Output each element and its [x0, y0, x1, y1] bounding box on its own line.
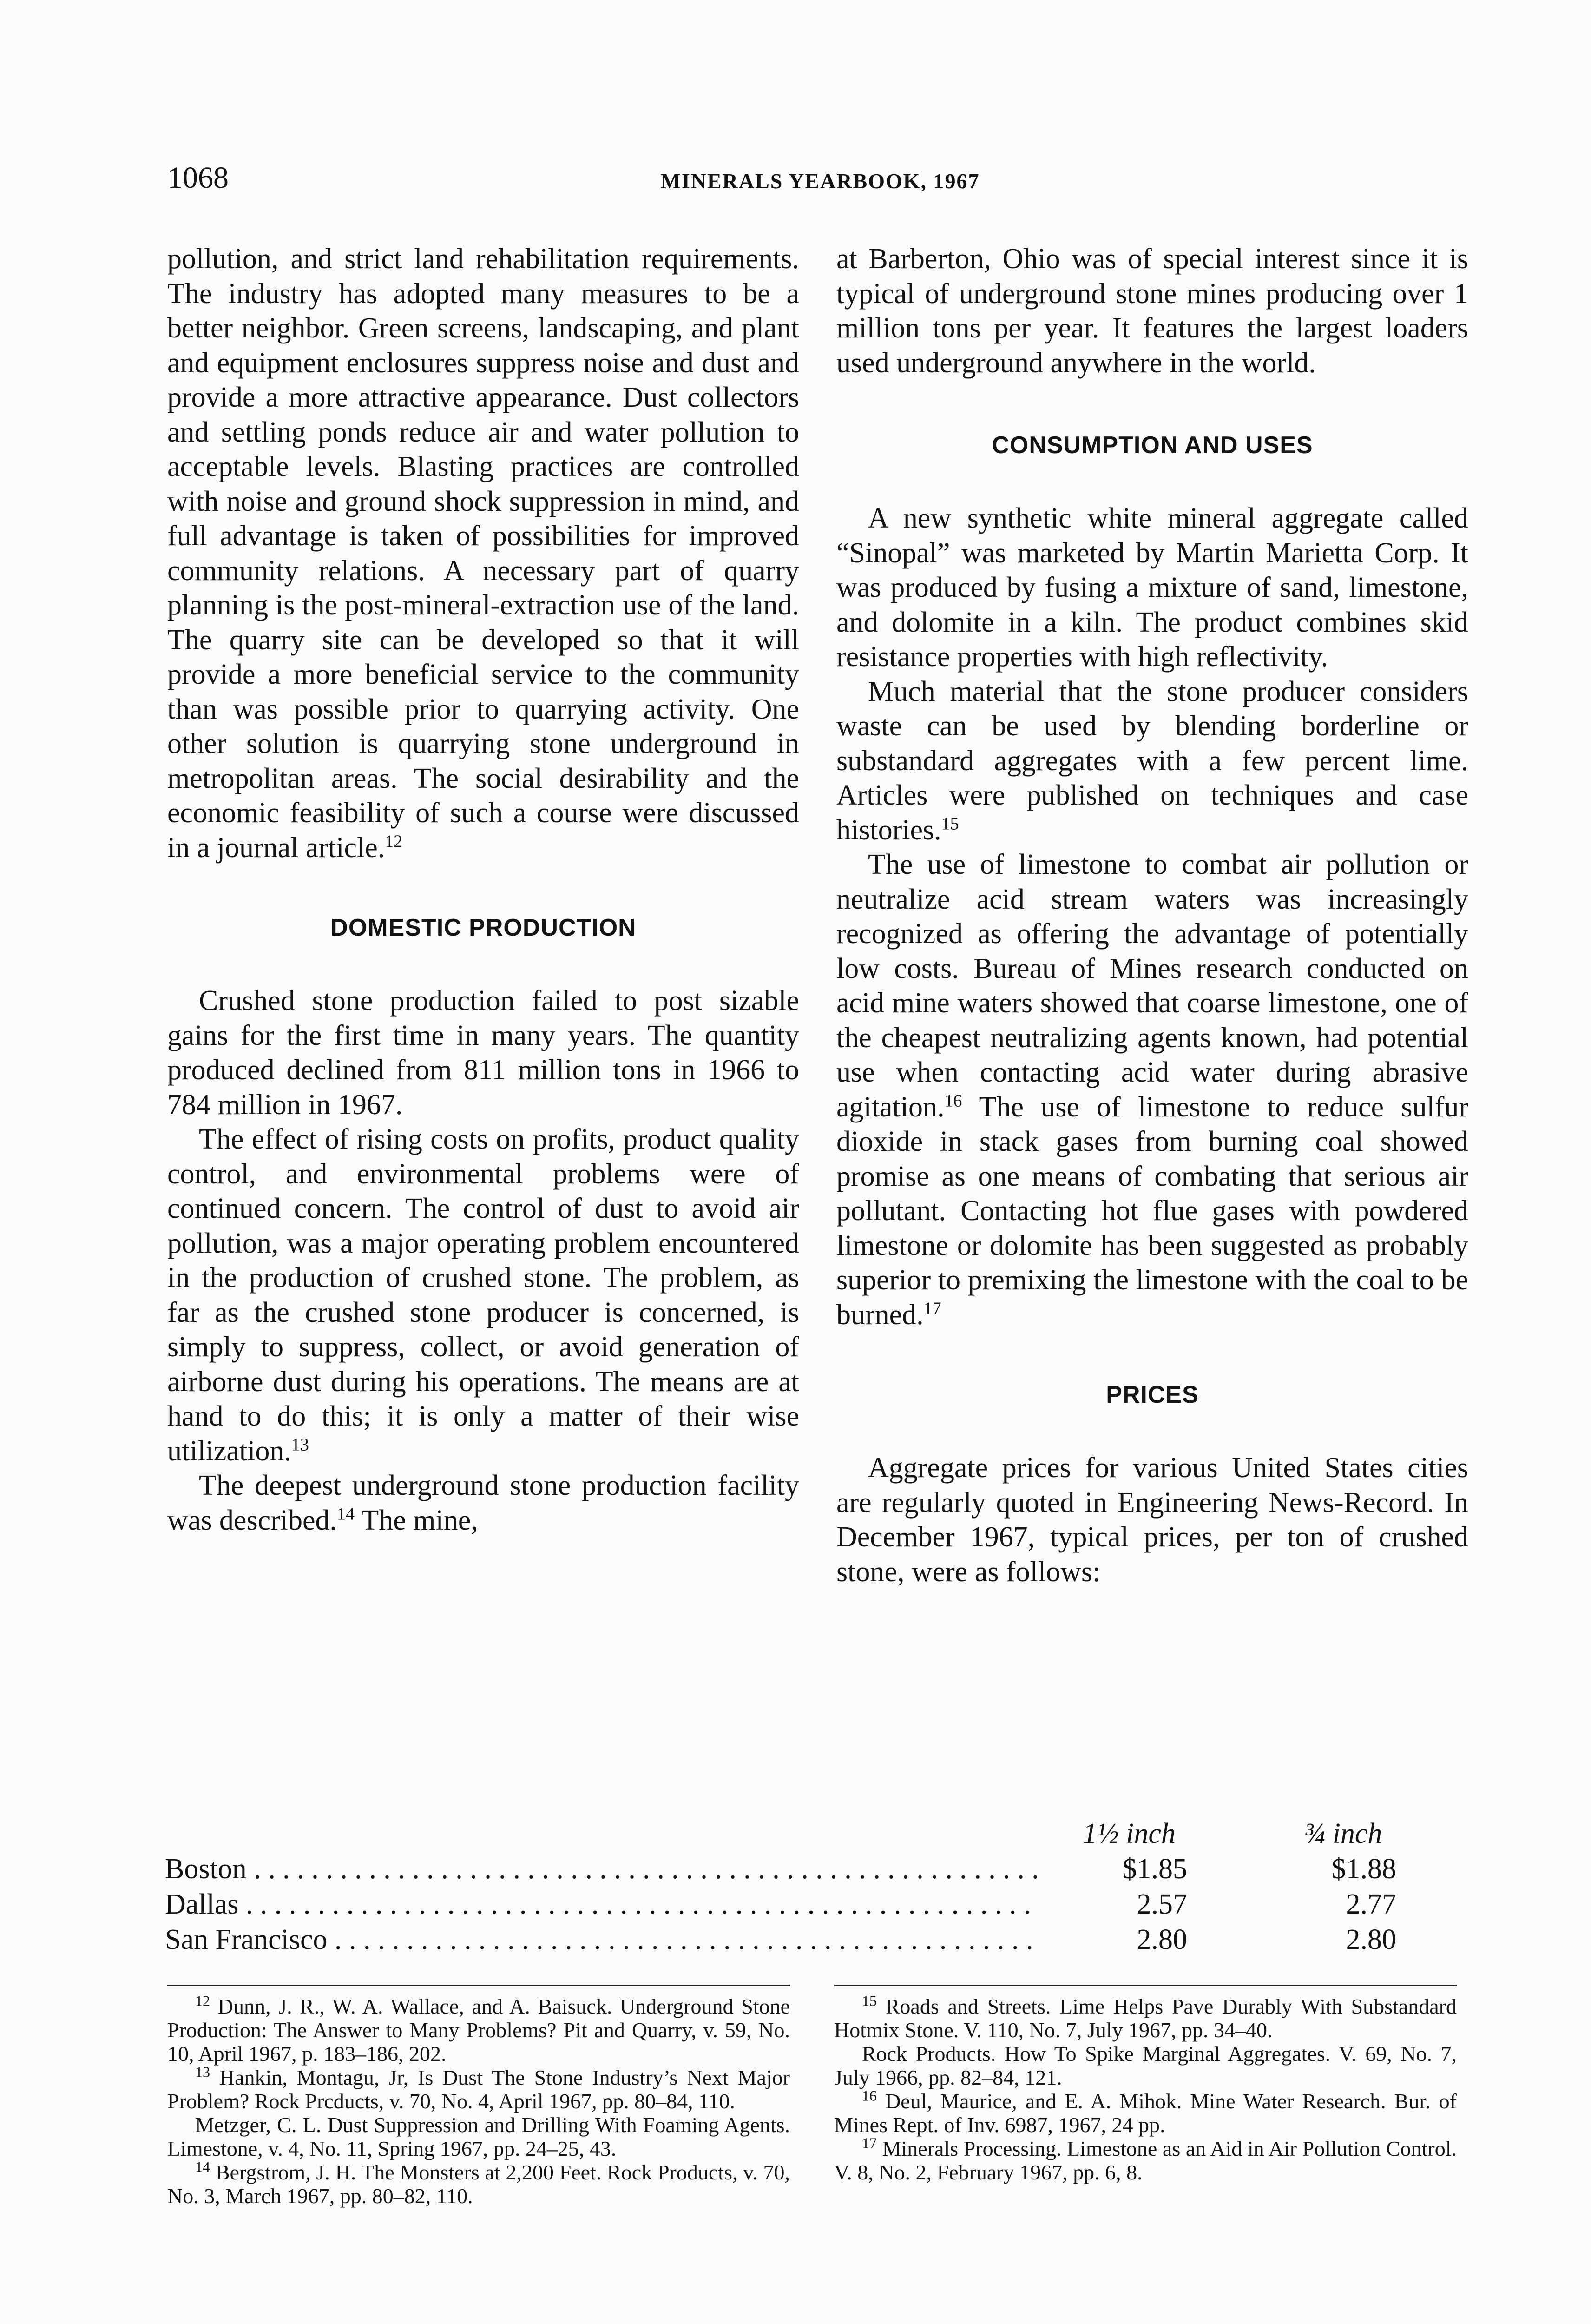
footnote-text: Metzger, C. L. Dust Suppression and Drilling With Foaming Agents. Limestone, v. 4, No. 11, Spring 1967, pp. 24–25, 43. — [167, 2113, 790, 2160]
footnote-text: Hankin, Montagu, Jr, Is Dust The Stone Industry’s Next Major Problem? Rock Prcducts, v. 70, No. 4, April 1967, pp. 80–84, 110. — [167, 2066, 790, 2113]
paragraph-deepest-facility — [167, 1468, 799, 1538]
footnote-ref[interactable]: 12 — [385, 831, 403, 851]
price-3-quarter-inch: 2.77 — [1346, 1888, 1396, 1920]
footnote — [834, 2042, 1457, 2089]
price-1-half-inch: 2.80 — [1137, 1924, 1187, 1955]
footnote — [167, 2063, 790, 2113]
city-name: San Francisco . . . — [165, 1923, 1039, 1956]
price-1-half-inch: $1.85 — [1122, 1853, 1187, 1885]
intro-paragraph — [167, 242, 799, 865]
table-row — [165, 1853, 1429, 1888]
footnote — [834, 2089, 1457, 2137]
footnote-number: 15 — [862, 1992, 877, 2009]
footnote-text: Roads and Streets. Lime Helps Pave Durably With Substandard Hotmix Stone. V. 110, No. 7, July 1967, pp. 34–40. — [834, 1994, 1457, 2042]
footnote — [167, 2113, 790, 2160]
footnote-ref[interactable]: 13 — [291, 1434, 309, 1454]
right-column — [836, 242, 1468, 1589]
column-header-1-half-inch: 1½ inch — [1083, 1818, 1176, 1849]
footnote-ref[interactable]: 15 — [941, 813, 959, 833]
footnote — [167, 2160, 790, 2208]
price-3-quarter-inch: $1.88 — [1331, 1853, 1396, 1885]
intro-text: pollution, and strict land rehabilitation requirements. The industry has adopted many measures to be a better neighbor. Green screens, landscaping, and plant and equipment enclosures suppress noise and dust and provide a more attractive appearance. Dust collectors and settling ponds reduce air and water pollution to acceptable levels. Blasting practices are controlled with noise and ground shock suppression in mind, and full advantage is taken of possibilities for improved community relations. A necessary part of quarry planning is the post-mineral-extraction use of the land. The quarry site can be developed so that it will provide a more beneficial service to the community than was possible prior to quarrying activity. One other solution is quarrying stone underground in metropolitan areas. The social desirability and the economic feasibility of such a course were discussed in a journal article. — [167, 243, 799, 864]
rising-costs-text: The effect of rising costs on profits, product quality control, and environmental problems were of continued concern. The control of dust to avoid air pollution, was a major operating problem encountered in the production of crushed stone. The problem, as far as the crushed stone producer is concerned, is simply to suppress, collect, or avoid generation of airborne dust during his operations. The means are at hand to do this; it is only a matter of their wise utilization. — [167, 1123, 799, 1467]
footnote-ref[interactable]: 14 — [336, 1504, 355, 1524]
footnotes-left — [167, 1985, 790, 2208]
paragraph-limestone-pollution — [836, 847, 1468, 1332]
city-name: Dallas . . . — [165, 1888, 1039, 1921]
footnote-text: Deul, Maurice, and E. A. Mihok. Mine Water Research. Bur. of Mines Rept. of Inv. 6987, 1967, 24 pp. — [834, 2089, 1457, 2137]
page-header — [167, 160, 1473, 207]
footnote-text: Dunn, J. R., W. A. Wallace, and A. Baisuck. Underground Stone Production: The Answer to Many Problems? Pit and Quarry, v. 59, No. 10, April 1967, p. 183–186, 202. — [167, 1994, 790, 2066]
footnote-ref[interactable]: 17 — [923, 1298, 941, 1318]
page-number: 1068 — [167, 161, 229, 195]
paragraph-rising-costs — [167, 1122, 799, 1468]
price-3-quarter-inch: 2.80 — [1346, 1924, 1396, 1955]
footnote — [834, 2134, 1457, 2184]
footnote-number: 16 — [862, 2087, 877, 2104]
footnote-number: 13 — [195, 2063, 210, 2080]
heading-consumption-uses: CONSUMPTION AND USES — [992, 432, 1313, 459]
footnote-ref[interactable]: 16 — [944, 1090, 962, 1110]
price-table-header — [165, 1817, 1429, 1853]
footnote-text: Minerals Processing. Limestone as an Aid in Air Pollution Control. V. 8, No. 2, February 1967, pp. 6, 8. — [834, 2137, 1457, 2184]
table-row — [165, 1888, 1429, 1923]
heading-domestic-production: DOMESTIC PRODUCTION — [330, 914, 636, 941]
column-header-3-quarter-inch: ¾ inch — [1303, 1818, 1382, 1849]
paragraph-prices: Aggregate prices for various United States cities are regularly quoted in Engineering News-Record. In December 1967, typical prices, per ton of crushed stone, were as follows: — [836, 1452, 1468, 1588]
footnote-number: 17 — [862, 2134, 877, 2152]
footnotes-right — [834, 1985, 1457, 2184]
footnote-number: 14 — [195, 2158, 210, 2175]
paragraph-waste-material — [836, 674, 1468, 848]
footnote-text: Bergstrom, J. H. The Monsters at 2,200 Feet. Rock Products, v. 70, No. 3, March 1967, pp. 80–82, 110. — [167, 2160, 790, 2208]
footnote — [167, 1994, 790, 2066]
limestone-text-b: The use of limestone to reduce sulfur dioxide in stack gases from burning coal showed promise as one means of combating that serious air pollutant. Contacting hot flue gases with powdered limestone or dolomite has been suggested as probably superior to premixing the limestone with the coal to be burned. — [836, 1091, 1468, 1331]
footnote-text: Rock Products. How To Spike Marginal Aggregates. V. 69, No. 7, July 1966, pp. 82–84, 121. — [834, 2042, 1457, 2089]
heading-prices: PRICES — [1106, 1381, 1199, 1408]
footnote — [834, 1994, 1457, 2042]
price-1-half-inch: 2.57 — [1137, 1888, 1187, 1920]
paragraph-crushed-stone: Crushed stone production failed to post sizable gains for the first time in many years. The quantity produced declined from 811 million tons in 1966 to 784 million in 1967. — [167, 985, 799, 1121]
price-table — [165, 1817, 1429, 1959]
left-column — [167, 242, 799, 1538]
paragraph-sinopal: A new synthetic white mineral aggregate called “Sinopal” was marketed by Martin Marietta Corp. It was produced by fusing a mixture of sand, limestone, and dolomite in a kiln. The product combines skid resistance properties with high reflectivity. — [836, 502, 1468, 673]
running-title: MINERALS YEARBOOK, 1967 — [660, 169, 980, 193]
table-row — [165, 1923, 1429, 1959]
deepest-tail: The mine, — [354, 1504, 478, 1536]
paragraph-barberton: at Barberton, Ohio was of special interest since it is typical of underground stone mines producing over 1 million tons per year. It features the largest loaders used underground anywhere in the world. — [836, 243, 1468, 379]
waste-text: Much material that the stone producer considers waste can be used by blending borderline or substandard aggregates with a few percent lime. Articles were published on techniques and case histories. — [836, 675, 1468, 846]
footnote-number: 12 — [195, 1992, 210, 2009]
city-name: Boston . . . — [165, 1853, 1039, 1886]
deepest-text: The deepest underground stone production facility was described. — [167, 1470, 799, 1536]
limestone-text-a: The use of limestone to combat air pollution or neutralize acid stream waters was increasingly recognized as offering the advantage of potentially low costs. Bureau of Mines research conducted on acid mine waters showed that coarse limestone, one of the cheapest neutralizing agents known, had potential use when contacting acid water during abrasive agitation. — [836, 849, 1468, 1123]
